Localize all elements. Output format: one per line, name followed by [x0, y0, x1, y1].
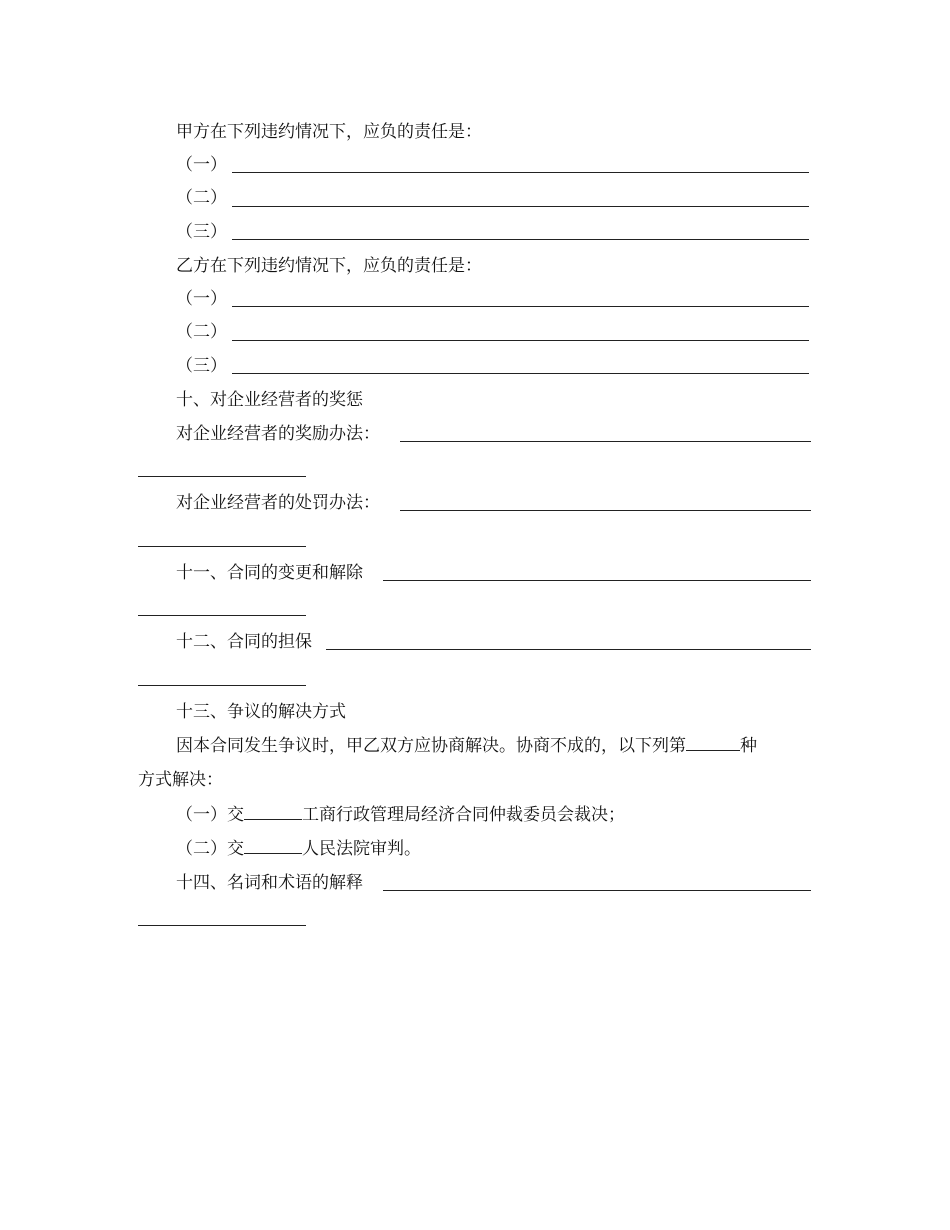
section-13-title: 十三、争议的解决方式 — [176, 702, 346, 722]
party-b-liability-heading: 乙方在下列违约情况下，应负的责任是： — [176, 256, 482, 276]
dispute-option-1-suffix: 工商行政管理局经济合同仲裁委员会裁决； — [302, 805, 625, 825]
section-11-title: 十一、合同的变更和解除 — [176, 563, 363, 583]
party-a-item-3-label: （三） — [176, 222, 227, 242]
dispute-method-number-blank[interactable] — [686, 750, 740, 751]
party-a-item-2-blank[interactable] — [232, 206, 809, 207]
party-a-item-1-blank[interactable] — [232, 172, 809, 173]
section-11-blank-continued[interactable] — [138, 615, 306, 616]
party-a-item-2-label: （二） — [176, 188, 227, 208]
dispute-clause-line-2: 方式解决： — [138, 770, 223, 790]
section-10-title: 十、对企业经营者的奖惩 — [176, 390, 363, 410]
reward-method-blank[interactable] — [400, 441, 811, 442]
party-a-liability-heading: 甲方在下列违约情况下，应负的责任是： — [176, 122, 482, 142]
dispute-option-1 — [176, 805, 625, 825]
section-12-blank-continued[interactable] — [138, 685, 306, 686]
section-14-blank-continued[interactable] — [138, 925, 306, 926]
party-b-item-1-label: （一） — [176, 289, 227, 309]
dispute-clause-line-1 — [176, 736, 757, 756]
reward-method-blank-continued[interactable] — [138, 476, 306, 477]
penalty-method-label: 对企业经营者的处罚办法： — [176, 493, 380, 513]
dispute-option-2 — [176, 839, 421, 859]
party-b-item-2-blank[interactable] — [232, 340, 809, 341]
section-14-blank[interactable] — [383, 890, 811, 891]
dispute-option-2-prefix: （二）交 — [176, 839, 244, 859]
party-b-item-1-blank[interactable] — [232, 306, 809, 307]
court-location-blank[interactable] — [244, 853, 302, 854]
dispute-option-2-suffix: 人民法院审判。 — [302, 839, 421, 859]
dispute-clause-text: 因本合同发生争议时，甲乙双方应协商解决。协商不成的，以下列第 — [176, 736, 686, 756]
section-12-title: 十二、合同的担保 — [176, 632, 312, 652]
party-a-item-1-label: （一） — [176, 155, 227, 175]
party-a-item-3-blank[interactable] — [232, 239, 809, 240]
reward-method-label: 对企业经营者的奖励办法： — [176, 424, 380, 444]
penalty-method-blank[interactable] — [400, 510, 811, 511]
party-b-item-2-label: （二） — [176, 322, 227, 342]
arbitration-location-blank[interactable] — [244, 819, 302, 820]
section-14-title: 十四、名词和术语的解释 — [176, 873, 363, 893]
penalty-method-blank-continued[interactable] — [138, 546, 306, 547]
party-b-item-3-blank[interactable] — [232, 373, 809, 374]
section-12-blank[interactable] — [326, 649, 811, 650]
section-11-blank[interactable] — [383, 580, 811, 581]
dispute-clause-suffix: 种 — [740, 736, 757, 756]
dispute-option-1-prefix: （一）交 — [176, 805, 244, 825]
party-b-item-3-label: （三） — [176, 356, 227, 376]
